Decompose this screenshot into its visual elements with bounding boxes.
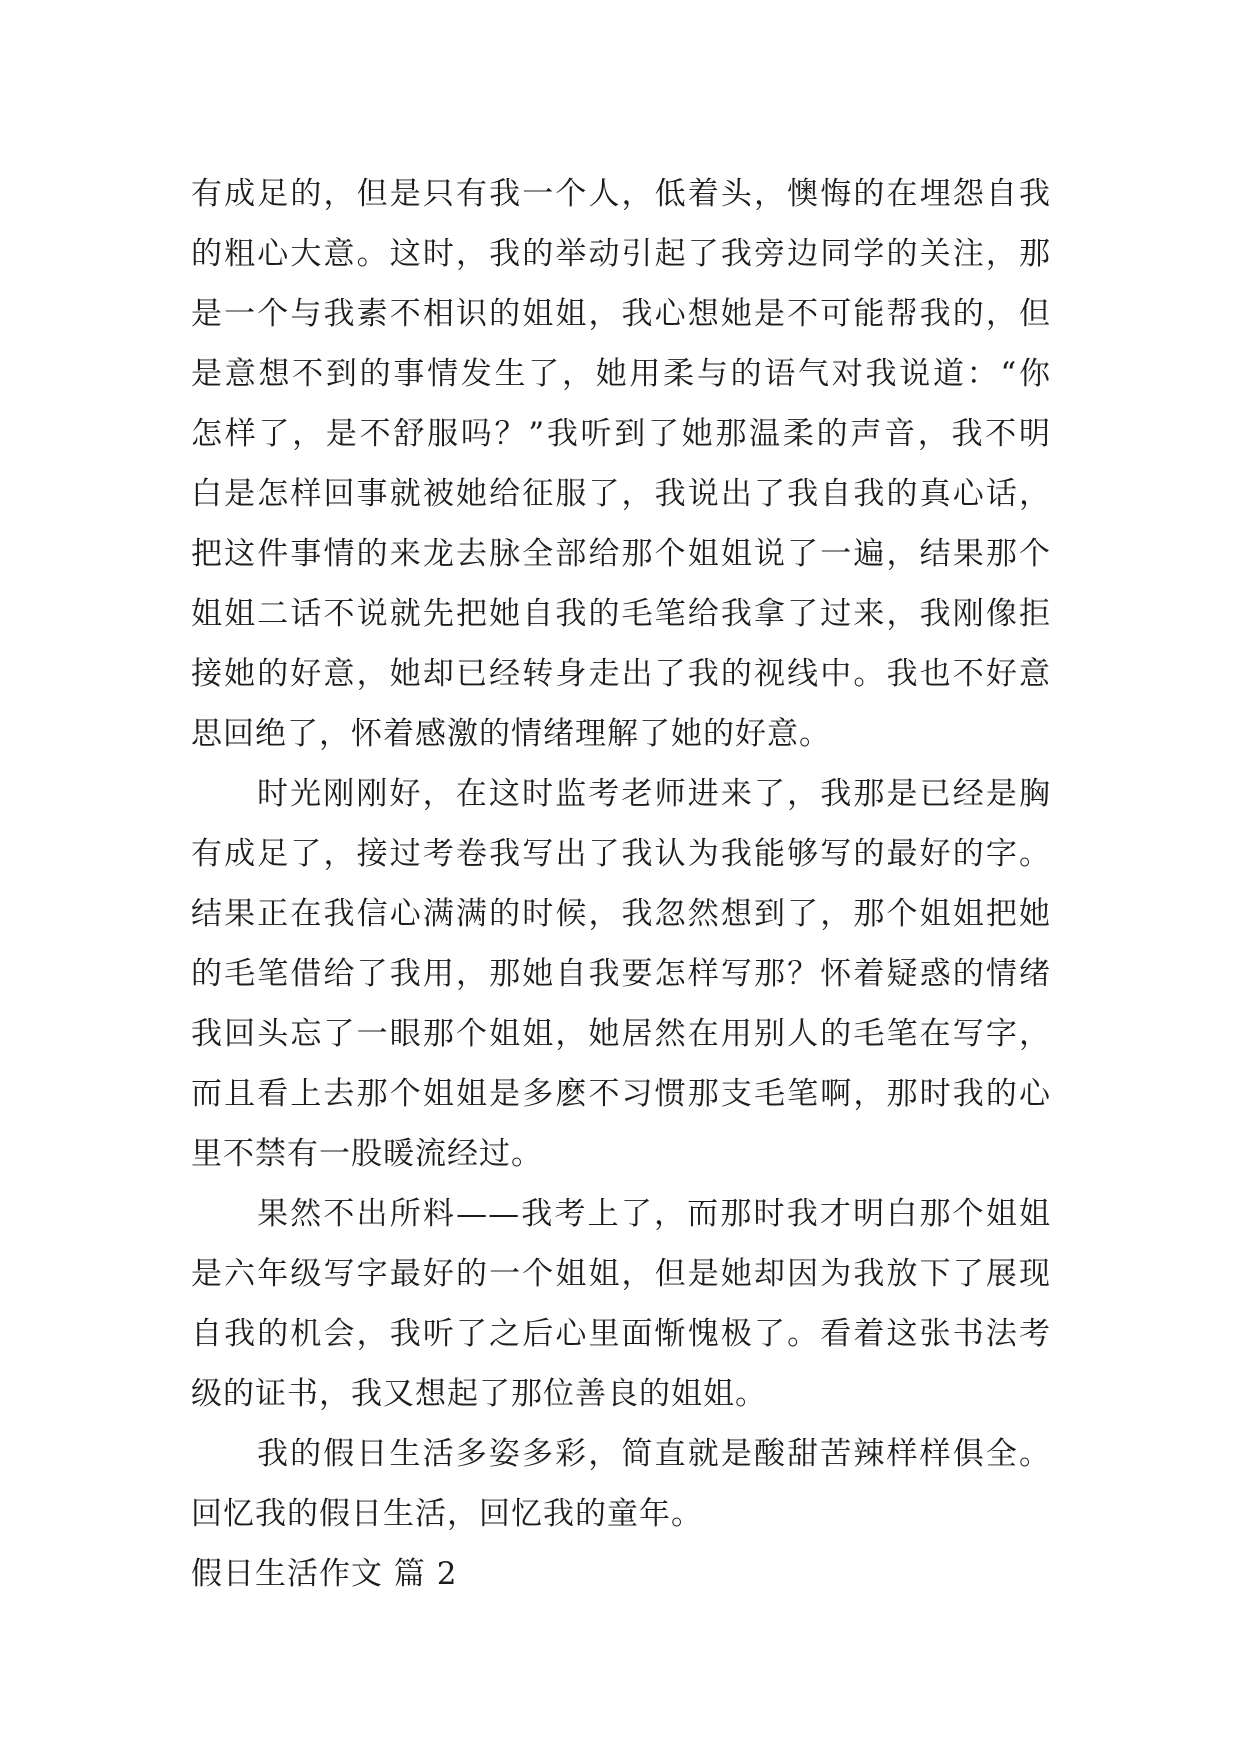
text-line: 时光刚刚好，在这时监考老师进来了，我那是已经是胸 [257, 776, 1051, 812]
text-line: 而且看上去那个姐姐是多麽不习惯那支毛笔啊，那时我的心 [191, 1076, 1051, 1112]
text-line: 姐姐二话不说就先把她自我的毛笔给我拿了过来，我刚像拒 [191, 596, 1051, 632]
paragraph-4 [191, 1424, 1051, 1544]
text-line: 怎样了，是不舒服吗？”我听到了她那温柔的声音，我不明 [191, 416, 1051, 452]
text-line: 把这件事情的来龙去脉全部给那个姐姐说了一遍，结果那个 [191, 536, 1051, 572]
text-line: 有成足了，接过考卷我写出了我认为我能够写的最好的字。 [191, 836, 1051, 872]
paragraph-3 [191, 1184, 1051, 1424]
text-line: 自我的机会，我听了之后心里面惭愧极了。看着这张书法考 [191, 1316, 1051, 1352]
text-line: 是一个与我素不相识的姐姐，我心想她是不可能帮我的，但 [191, 296, 1051, 332]
text-line: 白是怎样回事就被她给征服了，我说出了我自我的真心话， [191, 476, 1051, 512]
document-body [191, 164, 1051, 1604]
text-line: 接她的好意，她却已经转身走出了我的视线中。我也不好意 [191, 656, 1051, 692]
text-line: 有成足的，但是只有我一个人，低着头，懊悔的在埋怨自我 [191, 176, 1051, 212]
text-line: 是意想不到的事情发生了，她用柔与的语气对我说道：“你 [191, 356, 1051, 392]
section-heading: 假日生活作文 篇 2 [191, 1556, 458, 1592]
text-line: 思回绝了，怀着感激的情绪理解了她的好意。 [191, 716, 831, 752]
text-line: 果然不出所料——我考上了，而那时我才明白那个姐姐 [257, 1196, 1051, 1232]
text-line: 回忆我的假日生活，回忆我的童年。 [191, 1496, 703, 1532]
paragraph-2 [191, 764, 1051, 1184]
text-line: 我的假日生活多姿多彩，简直就是酸甜苦辣样样俱全。 [257, 1436, 1051, 1472]
text-line: 级的证书，我又想起了那位善良的姐姐。 [191, 1376, 767, 1412]
text-line: 是六年级写字最好的一个姐姐，但是她却因为我放下了展现 [191, 1256, 1051, 1292]
text-line: 里不禁有一股暖流经过。 [191, 1136, 543, 1172]
text-line: 的粗心大意。这时，我的举动引起了我旁边同学的关注，那 [191, 236, 1051, 272]
text-line: 的毛笔借给了我用，那她自我要怎样写那？怀着疑惑的情绪 [191, 956, 1051, 992]
text-line: 结果正在我信心满满的时候，我忽然想到了，那个姐姐把她 [191, 896, 1051, 932]
text-line: 我回头忘了一眼那个姐姐，她居然在用别人的毛笔在写字， [191, 1016, 1051, 1052]
paragraph-1 [191, 164, 1051, 764]
